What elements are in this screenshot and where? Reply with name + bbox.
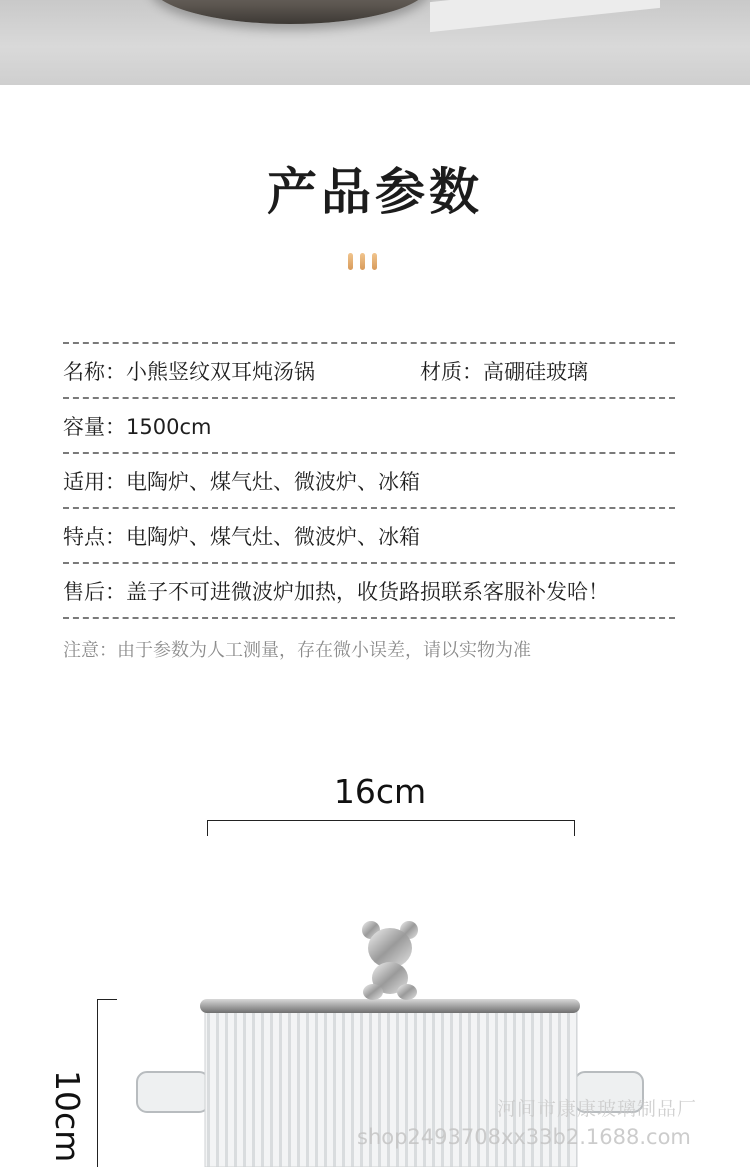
pot-base-image [150, 0, 430, 24]
spec-row-name [63, 342, 675, 397]
spec-name: 名称：小熊竖纹双耳炖汤锅 [63, 359, 315, 384]
title-decoration [348, 253, 377, 270]
spec-row-usage [63, 452, 675, 507]
spec-after-sales: 售后：盖子不可进微波炉加热，收货路损联系客服补发哈！ [63, 579, 609, 604]
width-dimension-line [207, 820, 575, 836]
decoration-dot [372, 253, 377, 270]
width-dimension-label: 16cm [333, 772, 427, 811]
bear-knob-icon [362, 921, 418, 1000]
watermark-shop-url: shop2493708xx33b2.1688.com [357, 1125, 691, 1149]
spec-table [63, 342, 675, 619]
height-dimension-label: 10cm [48, 1070, 87, 1163]
section-title: 产品参数 [267, 163, 483, 221]
spec-row-features [63, 507, 675, 562]
watermark-company: 河间市康康玻璃制品厂 [497, 1098, 698, 1120]
packaging-box-image [430, 0, 660, 32]
decoration-dot [348, 253, 353, 270]
spec-capacity: 容量：1500cm [63, 414, 212, 439]
spec-features: 特点：电陶炉、煤气灶、微波炉、冰箱 [63, 524, 420, 549]
height-dimension-line [97, 999, 117, 1167]
spec-material: 材质：高硼硅玻璃 [420, 359, 588, 384]
product-photo-top [0, 0, 750, 85]
decoration-dot [360, 253, 365, 270]
left-handle [137, 1072, 209, 1112]
spec-usage: 适用：电陶炉、煤气灶、微波炉、冰箱 [63, 469, 420, 494]
spec-row-after-sales [63, 562, 675, 619]
spec-row-capacity [63, 397, 675, 452]
pot-lid [200, 999, 580, 1013]
measurement-note: 注意：由于参数为人工测量，存在微小误差，请以实物为准 [63, 640, 531, 661]
